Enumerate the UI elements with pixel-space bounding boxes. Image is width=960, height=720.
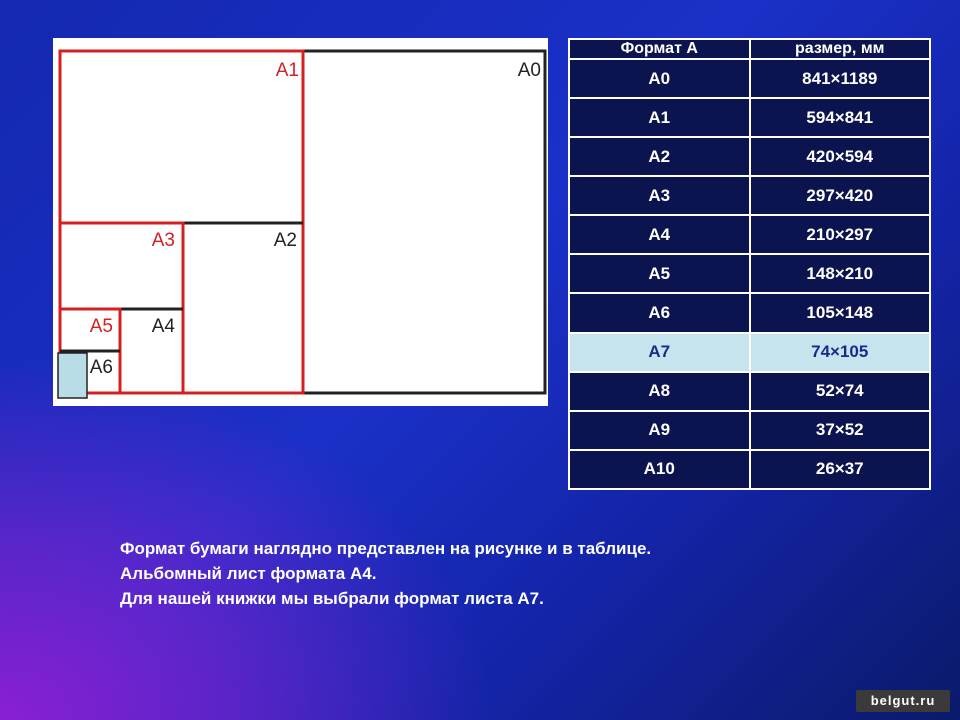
size-cell: 148×210 (750, 254, 931, 293)
caption-line: Для нашей книжки мы выбрали формат листа А7. (120, 589, 544, 608)
label-a5: A5 (89, 316, 113, 337)
format-cell: А8 (569, 372, 750, 411)
format-cell: А9 (569, 411, 750, 450)
paper-format-svg (53, 38, 548, 406)
size-cell: 420×594 (750, 137, 931, 176)
table-row (569, 176, 930, 215)
format-cell: А7 (569, 333, 750, 372)
size-cell: 52×74 (750, 372, 931, 411)
format-cell: А1 (569, 98, 750, 137)
format-cell: А2 (569, 137, 750, 176)
table-row (569, 450, 930, 489)
format-cell: А0 (569, 59, 750, 98)
size-cell: 841×1189 (750, 59, 931, 98)
format-cell: А4 (569, 215, 750, 254)
table-row (569, 137, 930, 176)
table-row (569, 98, 930, 137)
label-a3: A3 (151, 230, 175, 251)
size-cell: 37×52 (750, 411, 931, 450)
size-cell: 105×148 (750, 293, 931, 332)
table-header-row (569, 39, 930, 59)
format-cell: А6 (569, 293, 750, 332)
table-row-highlighted (569, 333, 930, 372)
caption-line: Формат бумаги наглядно представлен на рисунке и в таблице. (120, 539, 652, 558)
label-a4: A4 (151, 316, 175, 337)
table-row (569, 293, 930, 332)
caption-line: Альбомный лист формата А4. (120, 564, 377, 583)
label-a6: A6 (89, 357, 113, 378)
header-size: размер, мм (750, 39, 931, 59)
format-size-table (568, 38, 931, 490)
table-row (569, 254, 930, 293)
label-a1: A1 (275, 60, 299, 81)
format-cell: А3 (569, 176, 750, 215)
table-row (569, 215, 930, 254)
table-row (569, 411, 930, 450)
paper-format-diagram (53, 38, 548, 406)
label-a0: A0 (517, 60, 541, 81)
a7-box (58, 353, 87, 398)
format-cell: А5 (569, 254, 750, 293)
size-cell: 210×297 (750, 215, 931, 254)
size-cell: 26×37 (750, 450, 931, 489)
label-a2: A2 (273, 230, 297, 251)
size-cell: 594×841 (750, 98, 931, 137)
a0-outline (303, 51, 545, 393)
site-watermark: belgut.ru (856, 690, 950, 712)
header-format: Формат А (569, 39, 750, 59)
table-row (569, 59, 930, 98)
table-row (569, 372, 930, 411)
caption-text (120, 536, 860, 611)
format-cell: А10 (569, 450, 750, 489)
size-cell: 74×105 (750, 333, 931, 372)
size-cell: 297×420 (750, 176, 931, 215)
